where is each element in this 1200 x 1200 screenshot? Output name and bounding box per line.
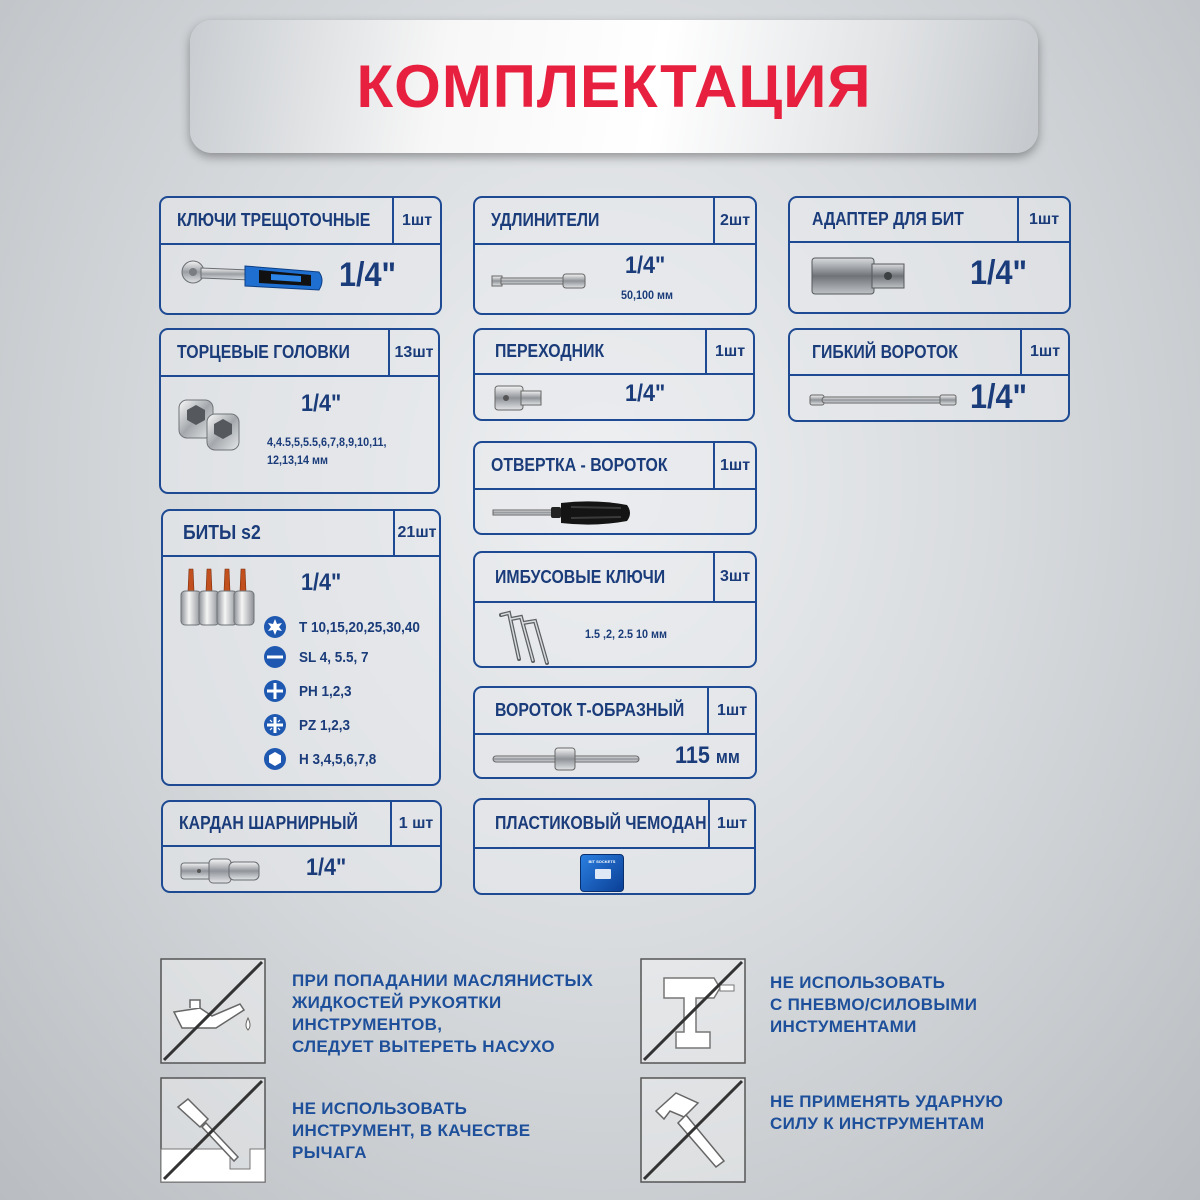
length-note: 50,100 мм [621, 288, 674, 302]
impact-warning-text [770, 1091, 1003, 1135]
card-quantity: 13шт [388, 330, 438, 375]
lever-warning-icon [160, 1077, 266, 1183]
card-quantity: 21шт [393, 511, 439, 555]
card-header [475, 443, 755, 490]
card-ratchet [159, 196, 442, 315]
t-handle-icon [491, 744, 641, 774]
hammer-warning-icon [640, 1077, 746, 1183]
size-label: 1/4" [301, 569, 342, 596]
card-title: БИТЫ s2 [183, 521, 261, 544]
card-quantity: 1шт [708, 800, 754, 847]
card-header [475, 800, 754, 849]
card-quantity: 1шт [705, 330, 753, 373]
lever-warning-text [292, 1098, 530, 1164]
size-label: 1/4" [306, 854, 347, 881]
card-hex-keys [473, 551, 757, 668]
warning-line: ИНСТРУМЕНТ, В КАЧЕСТВЕ [292, 1121, 531, 1140]
socket-adapter-icon [493, 382, 545, 414]
size-label: 1/4" [301, 390, 342, 417]
warning-line: СИЛУ К ИНСТРУМЕНТАМ [770, 1114, 985, 1133]
ratchet-icon [179, 256, 327, 304]
card-quantity: 3шт [713, 553, 755, 601]
phillips-icon [263, 679, 287, 703]
bit-row-text: PH 1,2,3 [299, 682, 352, 700]
power-tool-warning-text [770, 972, 977, 1038]
card-title: ПЕРЕХОДНИК [495, 341, 605, 361]
size-list-line-1: 4,4.5,5,5.5,6,7,8,9,10,11, [267, 435, 387, 449]
card-header [475, 553, 755, 603]
card-header [790, 198, 1069, 243]
card-flex-handle [788, 328, 1070, 422]
size-list-line-2: 12,13,14 мм [267, 453, 329, 467]
warning-line: ПРИ ПОПАДАНИИ МАСЛЯНИСТЫХ [292, 971, 594, 990]
card-screwdriver [473, 441, 757, 535]
hex-key-icon [497, 609, 551, 665]
card-title: АДАПТЕР ДЛЯ БИТ [812, 209, 964, 229]
power-tool-warning-icon [640, 958, 746, 1064]
card-title: КАРДАН ШАРНИРНЫЙ [179, 813, 358, 833]
bit-row-pozidriv [263, 713, 356, 737]
card-quantity: 1 шт [390, 802, 440, 845]
card-adapter [473, 328, 755, 421]
card-title: ВОРОТОК Т-ОБРАЗНЫЙ [495, 700, 685, 720]
size-label [675, 742, 740, 770]
bit-row-torx [263, 615, 433, 639]
flex-handle-icon [808, 390, 958, 410]
card-quantity: 1шт [392, 198, 440, 243]
card-title: ОТВЕРТКА - ВОРОТОК [491, 455, 668, 475]
card-header [163, 802, 440, 847]
torx-icon [263, 615, 287, 639]
card-quantity: 1шт [707, 688, 755, 733]
bit-set-icon [179, 567, 255, 629]
card-quantity: 1шт [1020, 330, 1068, 374]
oil-warning-text [292, 970, 593, 1058]
bit-row-text: SL 4, 5.5, 7 [299, 648, 369, 666]
size-number: 115 [675, 742, 710, 769]
card-header [475, 688, 755, 735]
case-icon [580, 854, 624, 892]
warning-line: НЕ ПРИМЕНЯТЬ УДАРНУЮ [770, 1092, 1004, 1111]
hex-icon [263, 747, 287, 771]
bit-row-hex [263, 747, 385, 771]
card-quantity: 1шт [713, 443, 755, 488]
card-t-handle [473, 686, 757, 779]
extension-bar-icon [491, 272, 587, 290]
size-label: 1/4" [625, 252, 666, 279]
header-banner [190, 20, 1038, 153]
warning-line: НЕ ИСПОЛЬЗОВАТЬ [770, 973, 946, 992]
card-bit-adapter [788, 196, 1071, 314]
bit-row-text: PZ 1,2,3 [299, 716, 351, 734]
warning-line: ЖИДКОСТЕЙ РУКОЯТКИ [292, 993, 502, 1012]
warning-line: СЛЕДУЕТ ВЫТЕРЕТЬ НАСУХО [292, 1037, 555, 1056]
oil-warning-icon [160, 958, 266, 1064]
card-header [161, 330, 438, 377]
case-sticker [595, 869, 611, 879]
bit-row-text: T 10,15,20,25,30,40 [299, 618, 420, 636]
size-label: 1/4" [970, 254, 1028, 292]
size-label: 1/4" [970, 378, 1028, 416]
warning-line: ИНСТУМЕНТАМИ [770, 1017, 917, 1036]
case-label: BIT SOCKETS [588, 859, 616, 864]
card-header [790, 330, 1068, 376]
size-label: 1/4" [625, 380, 666, 407]
screwdriver-icon [491, 499, 633, 527]
card-cardan [161, 800, 442, 893]
card-sockets [159, 328, 440, 494]
card-title: ГИБКИЙ ВОРОТОК [812, 341, 958, 362]
warning-line: ИНСТРУМЕНТОВ, [292, 1015, 443, 1034]
card-bits [161, 509, 441, 786]
card-extensions [473, 196, 757, 315]
card-title: ТОРЦЕВЫЕ ГОЛОВКИ [177, 342, 350, 362]
pozidriv-icon [263, 713, 287, 737]
card-case [473, 798, 756, 895]
page-title: КОМПЛЕКТАЦИЯ [356, 53, 872, 120]
bit-row-phillips [263, 679, 357, 703]
socket-icon [175, 392, 245, 458]
card-quantity: 2шт [713, 198, 755, 243]
card-quantity: 1шт [1017, 198, 1069, 241]
universal-joint-icon [179, 856, 263, 886]
card-title: УДЛИНИТЕЛИ [491, 210, 600, 230]
bit-adapter-icon [810, 256, 906, 296]
bit-row-slotted [263, 645, 376, 669]
card-header [475, 330, 753, 375]
card-title: КЛЮЧИ ТРЕЩОТОЧНЫЕ [177, 210, 371, 230]
size-list: 1.5 ,2, 2.5 10 мм [585, 627, 668, 641]
warning-line: НЕ ИСПОЛЬЗОВАТЬ [292, 1099, 468, 1118]
warning-line: РЫЧАГА [292, 1143, 367, 1162]
size-unit: мм [715, 747, 740, 767]
warning-line: С ПНЕВМО/СИЛОВЫМИ [770, 995, 978, 1014]
slotted-icon [263, 645, 287, 669]
card-header [475, 198, 755, 245]
card-title: ПЛАСТИКОВЫЙ ЧЕМОДАН [495, 813, 707, 833]
card-header [161, 198, 440, 245]
bit-row-text: H 3,4,5,6,7,8 [299, 750, 377, 768]
card-header [163, 511, 439, 557]
size-label: 1/4" [339, 256, 397, 294]
card-title: ИМБУСОВЫЕ КЛЮЧИ [495, 566, 666, 587]
